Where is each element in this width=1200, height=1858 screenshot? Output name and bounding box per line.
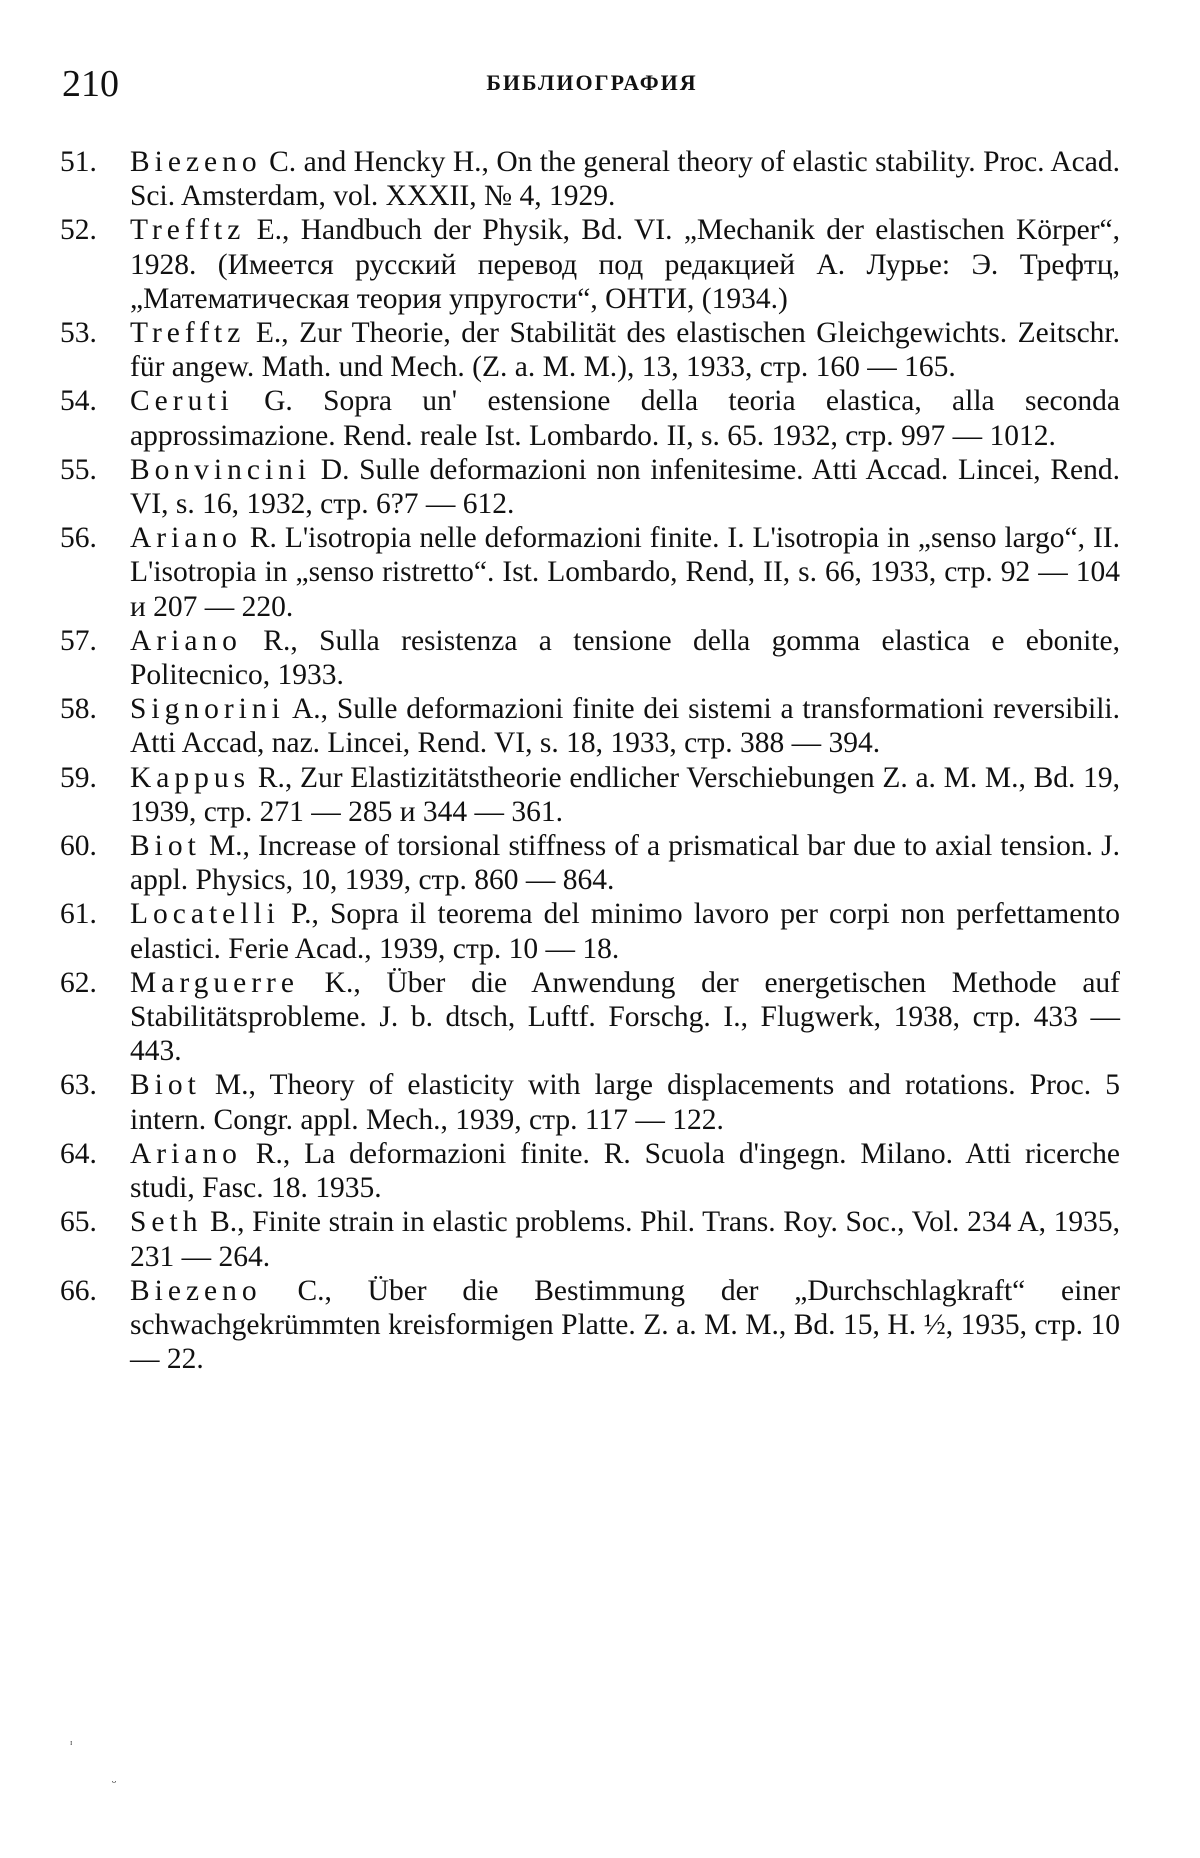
entry-author: Trefftz xyxy=(130,214,246,247)
entry-author: Locatelli xyxy=(130,898,280,931)
bibliography-entry xyxy=(60,761,1120,829)
entry-author: Ariano xyxy=(130,624,242,657)
bibliography-entry xyxy=(60,1137,1120,1205)
entry-author: Biot xyxy=(130,1069,201,1102)
entry-author: Ceruti xyxy=(130,385,234,418)
entry-author: Seth xyxy=(130,1206,203,1239)
entry-number: 59. xyxy=(60,761,97,794)
entry-number: 53. xyxy=(60,317,97,350)
bibliography-entry xyxy=(60,1205,1120,1273)
bibliography-entry xyxy=(60,316,1120,384)
entry-number: 56. xyxy=(60,522,97,555)
page-number: 210 xyxy=(62,63,119,105)
bibliography-entry xyxy=(60,521,1120,624)
entry-number: 57. xyxy=(60,624,97,657)
entry-author: Biezeno xyxy=(130,146,262,178)
entry-text: E., Handbuch der Physik, Bd. VI. „Mechanik der elastischen Körper“, 1928. (Имеется русский перевод под редакцией А. Лурье: Э. Трефтц, „Математическая теория упругости“, ОНТИ, (1934.) xyxy=(130,214,1120,315)
entry-text: C., Über die Bestimmung der „Durchschlagkraft“ einer schwachgekrümmten kreisformigen Platte. Z. a. M. M., Bd. 15, H. ½, 1935, стр. 10 — 22. xyxy=(130,1274,1120,1376)
entry-author: Bonvincini xyxy=(130,453,312,486)
entry-number: 66. xyxy=(60,1274,97,1307)
print-speck: ᶦ xyxy=(70,1738,73,1753)
bibliography-entry xyxy=(60,213,1120,316)
bibliography-entry xyxy=(60,384,1120,452)
entry-text: M., Increase of torsional stiffness of a prismatical bar due to axial tension. J. appl. Physics, 10, 1939, стр. 860 — 864. xyxy=(130,830,1120,897)
entry-number: 63. xyxy=(60,1069,97,1102)
bibliography-entry xyxy=(60,1068,1120,1136)
bibliography-entry xyxy=(60,897,1120,965)
bibliography-list xyxy=(60,145,1120,1376)
entry-text: K., Über die Anwendung der energetischen Methode auf Stabilitätsprobleme. J. b. dtsch, Luftf. Forschg. I., Flugwerk, 1938, стр. 433 — 443. xyxy=(130,966,1120,1068)
bibliography-entry xyxy=(60,829,1120,897)
entry-number: 60. xyxy=(60,830,97,863)
entry-text: E., Zur Theorie, der Stabilität des elastischen Gleichgewichts. Zeitschr. für angew. Math. und Mech. (Z. a. M. M.), 13, 1933, стр. 160 — 165. xyxy=(130,317,1120,384)
print-speck: ᵕ xyxy=(112,1776,117,1791)
bibliography-entry xyxy=(60,1274,1120,1377)
entry-author: Biot xyxy=(130,830,201,863)
entry-number: 61. xyxy=(60,898,97,931)
bibliography-entry xyxy=(60,624,1120,692)
entry-author: Trefftz xyxy=(130,317,246,350)
entry-number: 54. xyxy=(60,385,97,418)
entry-author: Kappus xyxy=(130,761,251,794)
entry-author: Signorini xyxy=(130,693,285,726)
entry-number: 51. xyxy=(60,146,97,178)
page-header xyxy=(62,62,1122,112)
entry-text: M., Theory of elasticity with large displacements and rotations. Proc. 5 intern. Congr. appl. Mech., 1939, стр. 117 — 122. xyxy=(130,1069,1120,1136)
entry-text: R., Sulla resistenza a tensione della gomma elastica e ebonite, Politecnico, 1933. xyxy=(130,624,1120,692)
entry-number: 52. xyxy=(60,214,97,247)
bibliography-entry xyxy=(60,453,1120,521)
entry-author: Marguerre xyxy=(130,966,299,999)
entry-number: 64. xyxy=(60,1137,97,1170)
bibliography-entry xyxy=(60,966,1120,1069)
entry-number: 58. xyxy=(60,693,97,726)
entry-author: Ariano xyxy=(130,1137,242,1170)
entry-text: R., Zur Elastizitätstheorie endlicher Verschiebungen Z. a. M. M., Bd. 19, 1939, стр. 271 — 285 и 344 — 361. xyxy=(130,761,1120,828)
bibliography-entry xyxy=(60,692,1120,760)
entry-text: R., La deformazioni finite. R. Scuola d'ingegn. Milano. Atti ricerche studi, Fasc. 18. 1935. xyxy=(130,1137,1120,1205)
entry-number: 65. xyxy=(60,1206,97,1239)
entry-text: R. L'isotropia nelle deformazioni finite. I. L'isotropia in „senso largo“, II. L'isotropia in „senso ristretto“. Ist. Lombardo, Rend, II, s. 66, 1933, стр. 92 — 104 и 207 — 220. xyxy=(130,522,1120,623)
entry-author: Biezeno xyxy=(130,1274,262,1307)
entry-text: D. Sulle deformazioni non infenitesime. Atti Accad. Lincei, Rend. VI, s. 16, 1932, стр. 6?7 — 612. xyxy=(130,453,1120,521)
entry-text: B., Finite strain in elastic problems. Phil. Trans. Roy. Soc., Vol. 234 A, 1935, 231 — 264. xyxy=(130,1206,1120,1273)
entry-text: G. Sopra un' estensione della teoria elastica, alla seconda approssimazione. Rend. reale Ist. Lombardo. II, s. 65. 1932, стр. 997 — 1012. xyxy=(130,385,1120,452)
running-title: БИБЛИОГРАФИЯ xyxy=(486,70,698,95)
entry-text: P., Sopra il teorema del minimo lavoro per corpi non perfettamento elastici. Ferie Acad., 1939, стр. 10 — 18. xyxy=(130,898,1120,965)
bibliography-entry xyxy=(60,145,1120,213)
entry-text: A., Sulle deformazioni finite dei sistemi a transformationi reversibili. Atti Accad, naz. Lincei, Rend. VI, s. 18, 1933, стр. 388 — 394. xyxy=(130,693,1120,760)
entry-text: C. and Hencky H., On the general theory of elastic stability. Proc. Acad. Sci. Amsterdam, vol. XXXII, № 4, 1929. xyxy=(130,146,1120,213)
entry-number: 55. xyxy=(60,453,97,486)
entry-author: Ariano xyxy=(130,522,242,555)
entry-number: 62. xyxy=(60,966,97,999)
